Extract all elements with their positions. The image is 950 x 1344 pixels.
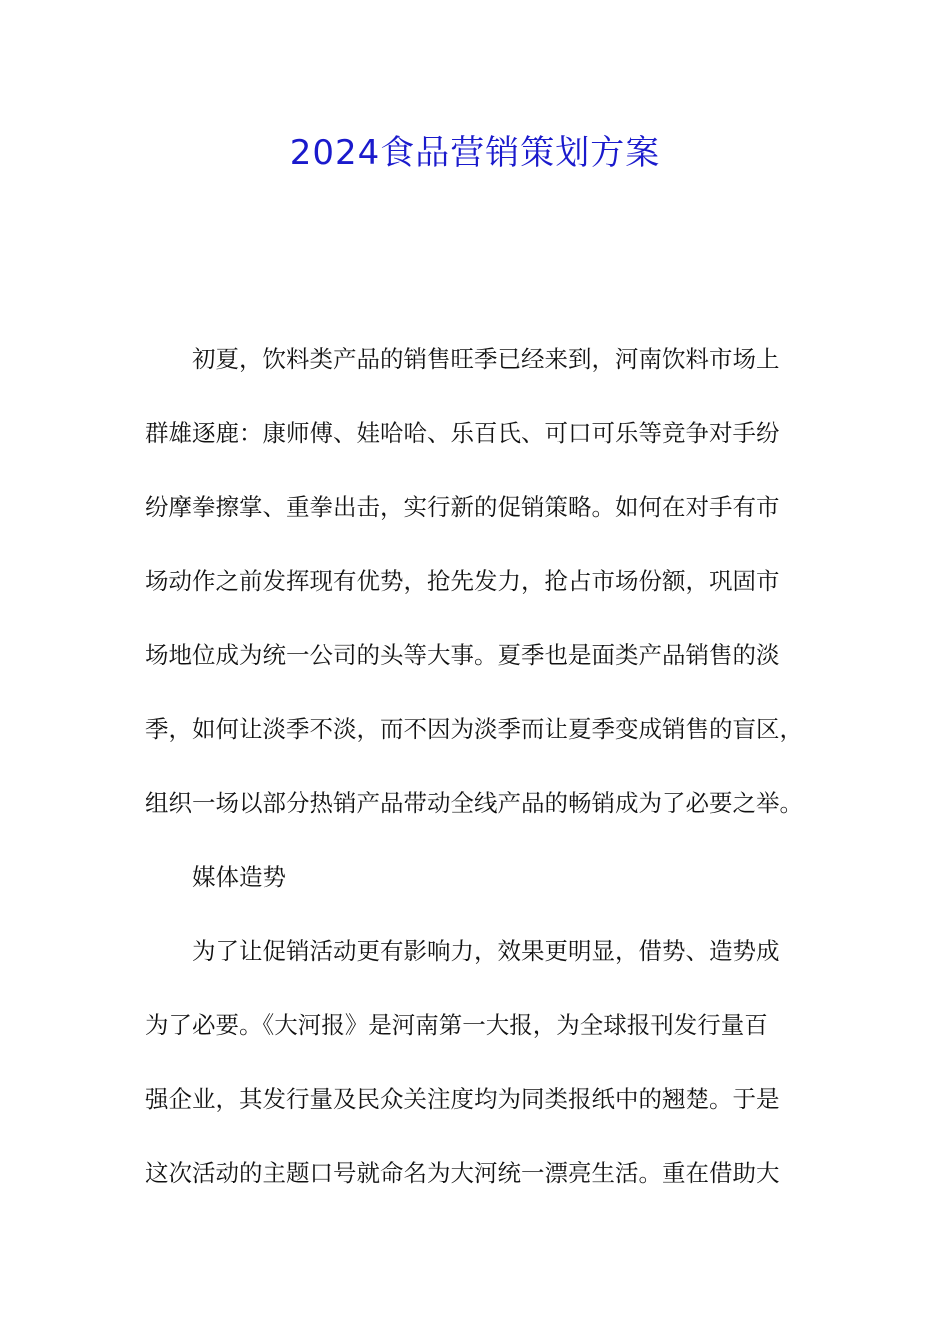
paragraph-line: 强企业，其发行量及民众关注度均为同类报纸中的翘楚。于是 — [145, 1085, 780, 1113]
paragraph-line: 为了让促销活动更有影响力，效果更明显，借势、造势成 — [192, 937, 780, 965]
paragraph-line: 为了必要。《大河报》是河南第一大报，为全球报刊发行量百 — [145, 1011, 768, 1039]
paragraph-line: 季，如何让淡季不淡，而不因为淡季而让夏季变成销售的盲区， — [145, 715, 803, 743]
document-title: 2024食品营销策划方案 — [289, 133, 661, 173]
paragraph-line: 纷摩拳擦掌、重拳出击，实行新的促销策略。如何在对手有市 — [145, 493, 780, 521]
paragraph-line: 场动作之前发挥现有优势，抢先发力，抢占市场份额，巩固市 — [145, 567, 780, 595]
paragraph-line: 群雄逐鹿：康师傅、娃哈哈、乐百氏、可口可乐等竞争对手纷 — [145, 419, 780, 447]
paragraph-line: 组织一场以部分热销产品带动全线产品的畅销成为了必要之举。 — [145, 789, 803, 817]
paragraph-line: 场地位成为统一公司的头等大事。夏季也是面类产品销售的淡 — [145, 641, 780, 669]
paragraph-line: 这次活动的主题口号就命名为大河统一漂亮生活。重在借助大 — [145, 1159, 780, 1187]
paragraph-line: 初夏，饮料类产品的销售旺季已经来到，河南饮料市场上 — [192, 345, 780, 373]
paragraph-intro — [145, 322, 820, 1210]
section-heading: 媒体造势 — [192, 863, 286, 891]
